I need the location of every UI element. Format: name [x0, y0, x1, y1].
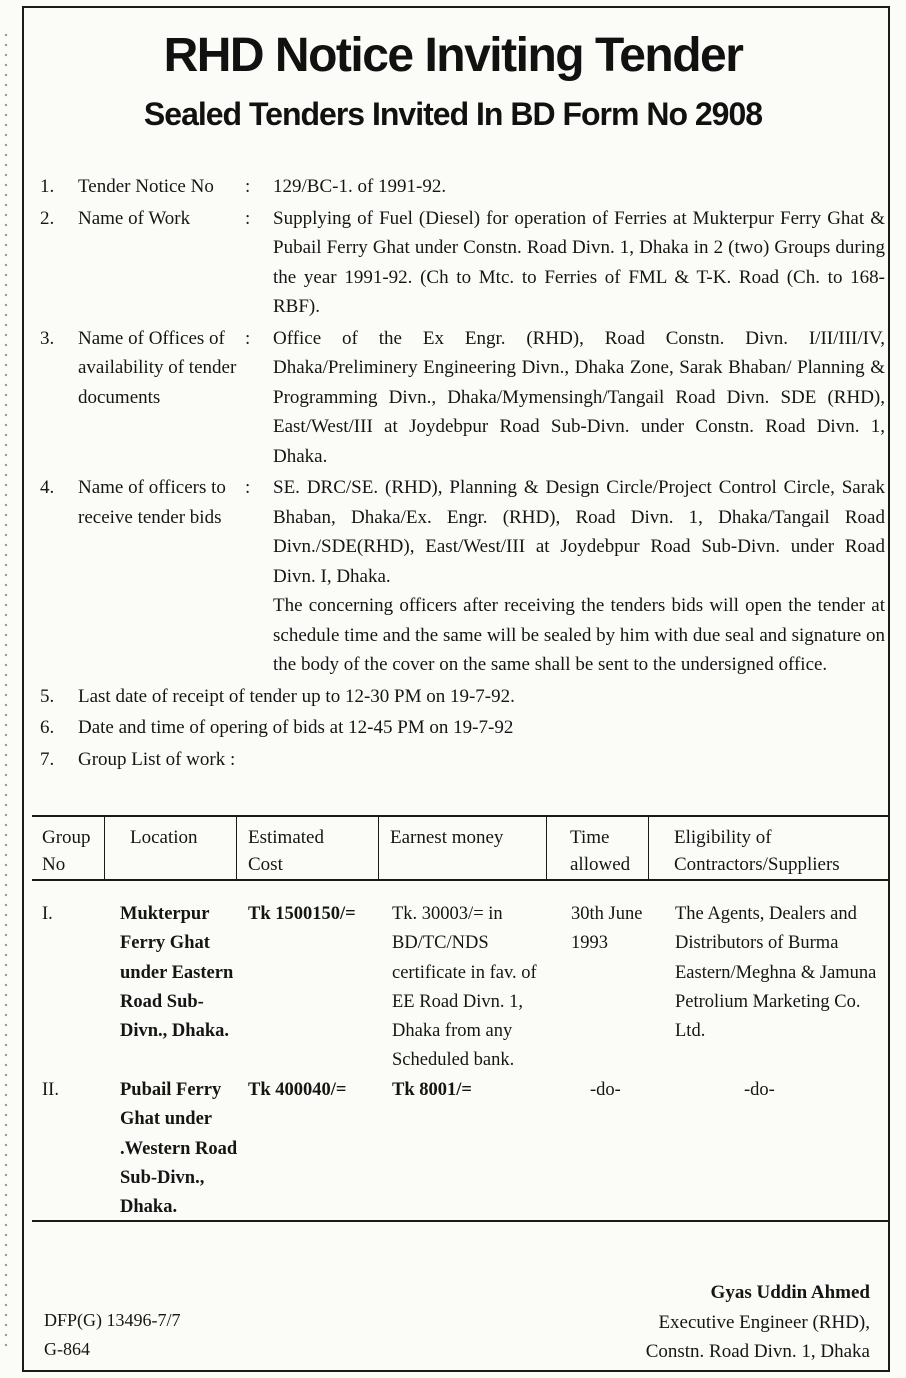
signer-title: Executive Engineer (RHD),	[658, 1311, 870, 1333]
notice-title: RHD Notice Inviting Tender	[163, 29, 743, 82]
item-colon: :	[245, 327, 251, 349]
item-value: 129/BC-1. of 1991-92.	[273, 176, 447, 197]
item-number: 1.	[40, 176, 55, 197]
cell-group: II.	[42, 1080, 59, 1100]
item-number: 4.	[40, 477, 55, 498]
scan-edge	[3, 30, 11, 1350]
item-tender-notice-no	[40, 172, 888, 202]
column-header-group: Group No	[42, 827, 91, 875]
cell-earnest: Tk. 30003/= in BD/TC/NDS certificate in fav. of EE Road Divn. 1, Dhaka from any Scheduled bank.	[392, 904, 537, 1071]
item-number: 2.	[40, 207, 55, 229]
table-top-rule	[32, 815, 890, 817]
g-reference: G-864	[44, 1339, 90, 1359]
signature-block	[646, 1278, 870, 1367]
signer-name: Gyas Uddin Ahmed	[710, 1282, 870, 1303]
notice-subtitle: Sealed Tenders Invited In BD Form No 2908	[143, 96, 763, 132]
item-label: Name of Work	[78, 207, 191, 229]
cell-time: 30th June 1993	[571, 904, 643, 954]
column-divider	[378, 816, 379, 880]
item-number: 5.	[40, 685, 55, 707]
column-divider	[648, 816, 649, 880]
column-header-location: Location	[130, 827, 198, 848]
item-text: Last date of receipt of tender up to 12-30 PM on 19-7-92.	[78, 685, 515, 707]
publication-reference	[44, 1306, 181, 1364]
item-number: 3.	[40, 327, 55, 349]
item-note: The concerning officers after receiving the tenders bids will open the tender at schedule time and the same will be sealed by him with due seal and signature on the body of the cover on the same shall be sent to the undersigned office.	[273, 595, 885, 675]
cell-cost: Tk 1500150/=	[248, 904, 356, 924]
item-last-date	[40, 682, 888, 712]
cell-cost: Tk 400040/=	[248, 1080, 347, 1100]
item-label: Name of Offices of availability of tender documents	[78, 327, 237, 408]
signer-office: Constn. Road Divn. 1, Dhaka	[645, 1341, 870, 1362]
item-offices-availability	[40, 324, 888, 472]
item-value: SE. DRC/SE. (RHD), Planning & Design Circle/Project Control Circle, Sarak Bhaban, Dhaka/Ex. Engr. (RHD), Road Divn. 1, Dhaka/Tangail Road Divn./SDE(RHD), East/West/III at Joydebpur Road Sub-Divn. under Road Divn. I, Dhaka.	[273, 477, 885, 587]
column-header-earnest: Earnest money	[390, 827, 504, 848]
column-divider	[546, 816, 547, 880]
item-name-of-work	[40, 204, 888, 322]
item-group-list	[40, 745, 888, 775]
item-colon: :	[245, 207, 251, 229]
item-value: Office of the Ex Engr. (RHD), Road Constn. Divn. I/II/III/IV, Dhaka/Preliminery Engineering Divn., Dhaka Zone, Sarak Bhaban/ Planning & Programming Divn., Dhaka/Mymensingh/Tangail Road Divn. SDE (RHD), East/West/III at Joydebpur Road Sub-Divn. under Constn. Road Divn. 1, Dhaka.	[273, 327, 885, 467]
notice-items	[40, 172, 888, 774]
item-opening-date	[40, 713, 888, 743]
cell-earnest: Tk 8001/=	[392, 1080, 472, 1100]
item-number: 7.	[40, 748, 55, 770]
item-label: Name of officers to receive tender bids	[78, 477, 226, 528]
cell-group: I.	[42, 904, 53, 924]
cell-eligibility: The Agents, Dealers and Distributors of Burma Eastern/Meghna & Jamuna Petrolium Marketing Co. Ltd.	[675, 904, 877, 1042]
item-text: Date and time of opering of bids at 12-45 PM on 19-7-92	[78, 717, 514, 738]
table-header-rule	[32, 879, 890, 881]
column-header-time: Time allowed	[570, 827, 631, 875]
column-divider	[236, 816, 237, 880]
column-divider	[104, 816, 105, 880]
cell-location: Mukterpur Ferry Ghat under Eastern Road Sub-Divn., Dhaka.	[120, 904, 234, 1042]
item-number: 6.	[40, 717, 55, 738]
cell-location: Pubail Ferry Ghat under .Western Road Sub-Divn., Dhaka.	[120, 1080, 238, 1218]
column-header-eligibility: Eligibility of Contractors/Suppliers	[674, 827, 840, 875]
item-value: Supplying of Fuel (Diesel) for operation of Ferries at Mukterpur Ferry Ghat & Pubail Ferry Ghat under Constn. Road Divn. 1, Dhaka in 2 (two) Groups during the year 1991-92. (Ch to Mtc. to Ferries of FML & T-K. Road (Ch. to 168-RBF).	[273, 207, 885, 317]
item-colon: :	[245, 176, 251, 197]
item-officers-receive-bids	[40, 473, 888, 680]
item-colon: :	[245, 477, 251, 498]
column-header-cost: Estimated Cost	[248, 827, 324, 875]
cell-eligibility: -do-	[744, 1080, 775, 1100]
item-text: Group List of work :	[78, 748, 236, 770]
item-label: Tender Notice No	[78, 176, 214, 197]
dfp-reference: DFP(G) 13496-7/7	[44, 1310, 181, 1330]
cell-time: -do-	[590, 1080, 621, 1100]
